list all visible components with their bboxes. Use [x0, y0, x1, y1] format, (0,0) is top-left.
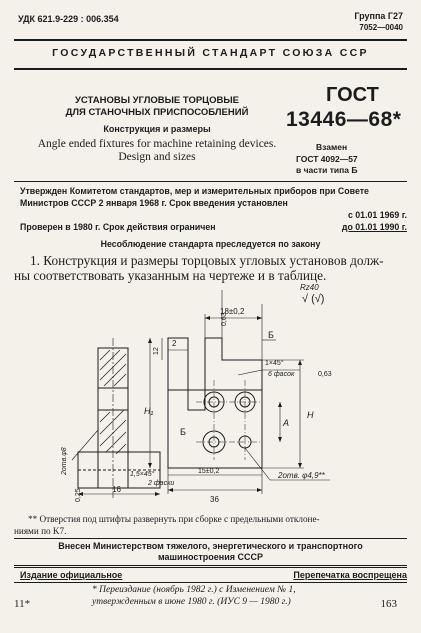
law-notice: Несоблюдение стандарта преследуется по закону [100, 239, 321, 249]
banner-rule [14, 68, 407, 70]
reissue-rule [14, 582, 407, 583]
approval-line2: Министров СССР 2 января 1968 г. Срок введения установлен [20, 198, 288, 208]
header-rule [14, 39, 407, 41]
date-from: с 01.01 1969 г. [347, 210, 407, 220]
dim-h1: H₁ [144, 406, 154, 416]
edition-official: Издание официальное [20, 570, 123, 580]
title-en-line2: Design and sizes [118, 151, 196, 163]
page-number: 163 [380, 598, 397, 610]
replaces-part: в части типа Б [296, 165, 358, 175]
dim-0-63-top: 0,63 [221, 312, 228, 326]
body-text-line1: 1. Конструкция и размеры торцовых угловых установов долж- [30, 253, 384, 268]
roughness-top: Rz40 [300, 283, 319, 292]
body-text-line2: ны соответствовать указанным на чертеже и в таблице. [14, 268, 327, 283]
footnote-line2: ниями по K7. [14, 526, 67, 536]
group-code: Группа Г27 [354, 11, 403, 21]
footnote-line1: ** Отверстия под штифты развернуть при сборке с предельными отклоне- [28, 514, 320, 524]
dim-12: 12 [153, 347, 160, 355]
gost-number: 13446—68* [286, 108, 402, 131]
dim-a: A [283, 418, 290, 428]
signature-mark: 11* [14, 598, 31, 610]
edition-reprint: Перепечатка воспрещена [293, 570, 407, 580]
dim-h: H [307, 410, 314, 420]
gost-label: ГОСТ [326, 84, 379, 106]
chamfer-label: 1×45° [265, 360, 284, 367]
title-rule [14, 181, 407, 182]
reissue-line2: утвержденным в июне 1980 г. (ИУС 9 — 1980 г.) [92, 597, 291, 607]
okp-code: 7052—0040 [359, 23, 403, 32]
date-to: до 01.01 1990 г. [341, 222, 407, 232]
dim-15: 15±0,2 [198, 468, 220, 475]
dim-0-63-right: 0,63 [318, 371, 332, 378]
dim-1-5x45: 1,5×45° [130, 471, 155, 478]
replaces-label: Взамен [316, 142, 348, 152]
dim-hole-phi8: 2отв.φ8 [61, 447, 68, 475]
replaces-number: ГОСТ 4092—57 [296, 154, 358, 164]
chamfer-count: 6 фасок [268, 371, 295, 378]
dim-2: 2 [172, 339, 177, 348]
introduced-line1: Внесен Министерством тяжелого, энергетического и транспортного [58, 541, 363, 551]
reissue-line1: * Переиздание (ноябрь 1982 г.) с Изменением № 1, [92, 585, 296, 595]
roughness-check: √ (√) [302, 293, 325, 305]
dim-36: 36 [210, 495, 219, 504]
dim-b-bottom: Б [180, 427, 186, 437]
title-ru-subtitle: Конструкция и размеры [103, 124, 211, 134]
dim-holes-4-9: 2отв. φ4,9** [278, 471, 325, 480]
front-view-body [168, 338, 262, 468]
chamfer-2: 2 фаски [148, 480, 175, 487]
title-en-line1: Angle ended fixtures for machine retaining devices. [37, 138, 277, 150]
edition-rule [14, 565, 407, 568]
dim-16: 16 [112, 485, 121, 494]
technical-drawing [0, 280, 421, 510]
udk-code: УДК 621.9-229 : 006.354 [18, 14, 119, 24]
standard-banner: ГОСУДАРСТВЕННЫЙ СТАНДАРТ СОЮЗА ССР [52, 47, 369, 59]
title-ru-line1: УСТАНОВЫ УГЛОВЫЕ ТОРЦОВЫЕ [74, 95, 240, 106]
checked-line: Проверен в 1980 г. Срок действия ограничен [20, 222, 216, 232]
view-b-mark: Б [268, 330, 274, 340]
introduced-line2: машиностроения СССР [157, 552, 264, 562]
dim-18: 18±0,2 [220, 307, 245, 316]
dim-0-25: 0,25 [75, 488, 82, 502]
title-ru-line2: ДЛЯ СТАНОЧНЫХ ПРИСПОСОБЛЕНИЙ [65, 107, 249, 118]
footnote-rule [14, 538, 407, 539]
approval-line1: Утвержден Комитетом стандартов, мер и измерительных приборов при Совете [20, 186, 369, 196]
